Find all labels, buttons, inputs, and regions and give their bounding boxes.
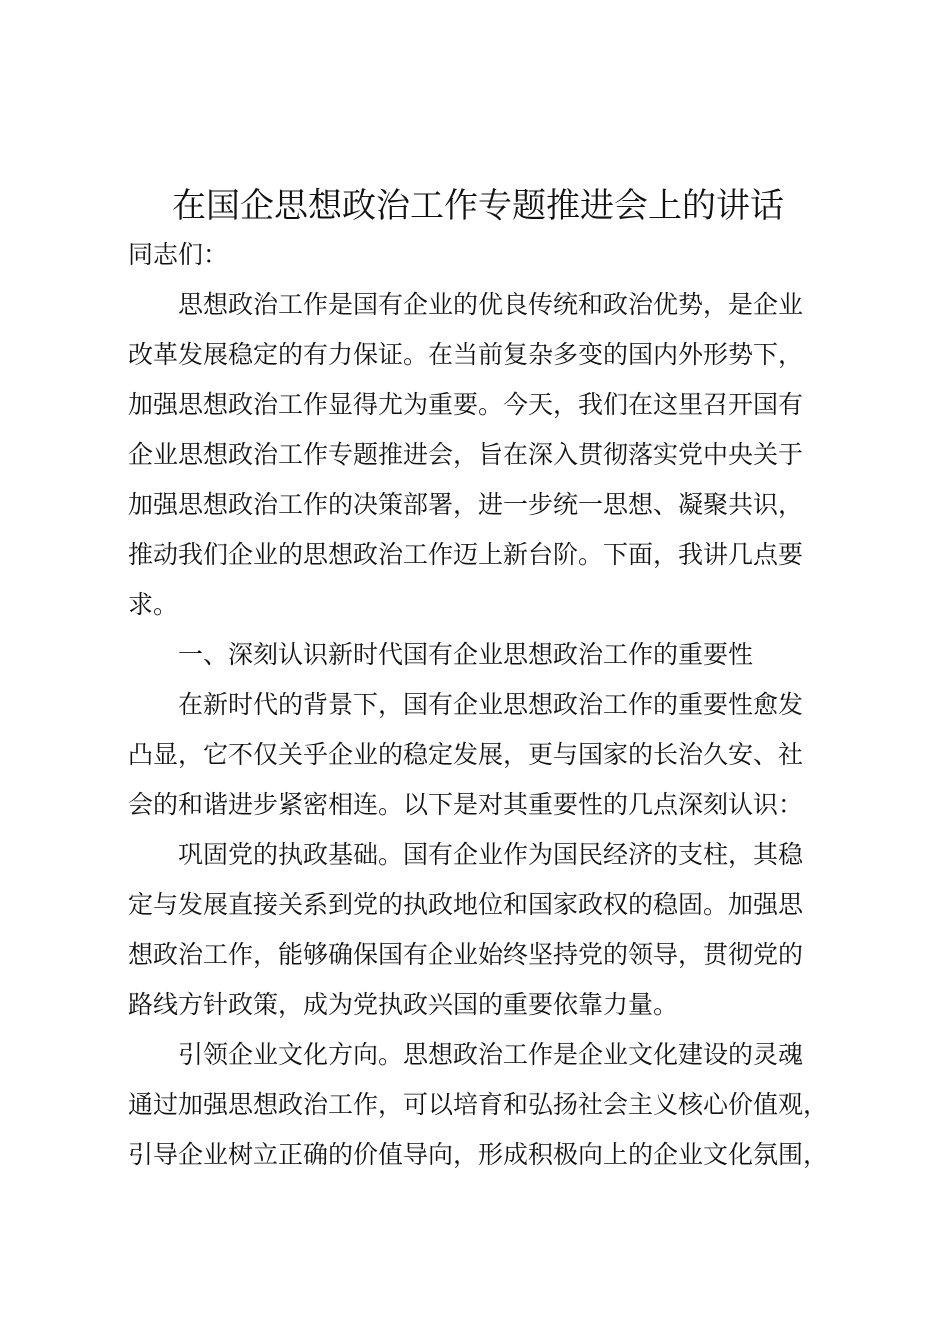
body-line: 路线方针政策，成为党执政兴国的重要依靠力量。 — [128, 990, 679, 1019]
body-line: 企业思想政治工作专题推进会，旨在深入贯彻落实党中央关于 — [128, 440, 804, 469]
body-line: 通过加强思想政治工作，可以培育和弘扬社会主义核心价值观， — [128, 1090, 829, 1119]
body-line: 在新时代的背景下，国有企业思想政治工作的重要性愈发 — [178, 690, 804, 719]
body-line: 求。 — [128, 590, 179, 619]
body-line: 定与发展直接关系到党的执政地位和国家政权的稳固。加强思 — [128, 890, 804, 919]
body-line: 会的和谐进步紧密相连。以下是对其重要性的几点深刻认识： — [128, 790, 804, 819]
body-line: 引领企业文化方向。思想政治工作是企业文化建设的灵魂 — [178, 1040, 804, 1069]
body-line: 加强思想政治工作显得尤为重要。今天，我们在这里召开国有 — [128, 390, 804, 419]
body-line: 引导企业树立正确的价值导向，形成积极向上的企业文化氛围， — [128, 1140, 829, 1169]
body-line: 巩固党的执政基础。国有企业作为国民经济的支柱，其稳 — [178, 840, 804, 869]
section-heading: 一、深刻认识新时代国有企业思想政治工作的重要性 — [178, 640, 754, 669]
body-line: 加强思想政治工作的决策部署，进一步统一思想、凝聚共识， — [128, 490, 804, 519]
body-line: 思想政治工作是国有企业的优良传统和政治优势，是企业 — [178, 290, 804, 319]
body-line: 改革发展稳定的有力保证。在当前复杂多变的国内外形势下， — [128, 340, 804, 369]
body-line: 推动我们企业的思想政治工作迈上新台阶。下面，我讲几点要 — [128, 540, 804, 569]
document-title: 在国企思想政治工作专题推进会上的讲话 — [172, 186, 784, 226]
salutation: 同志们： — [128, 240, 229, 269]
body-line: 凸显，它不仅关乎企业的稳定发展，更与国家的长治久安、社 — [128, 740, 804, 769]
body-line: 想政治工作，能够确保国有企业始终坚持党的领导，贯彻党的 — [128, 940, 804, 969]
